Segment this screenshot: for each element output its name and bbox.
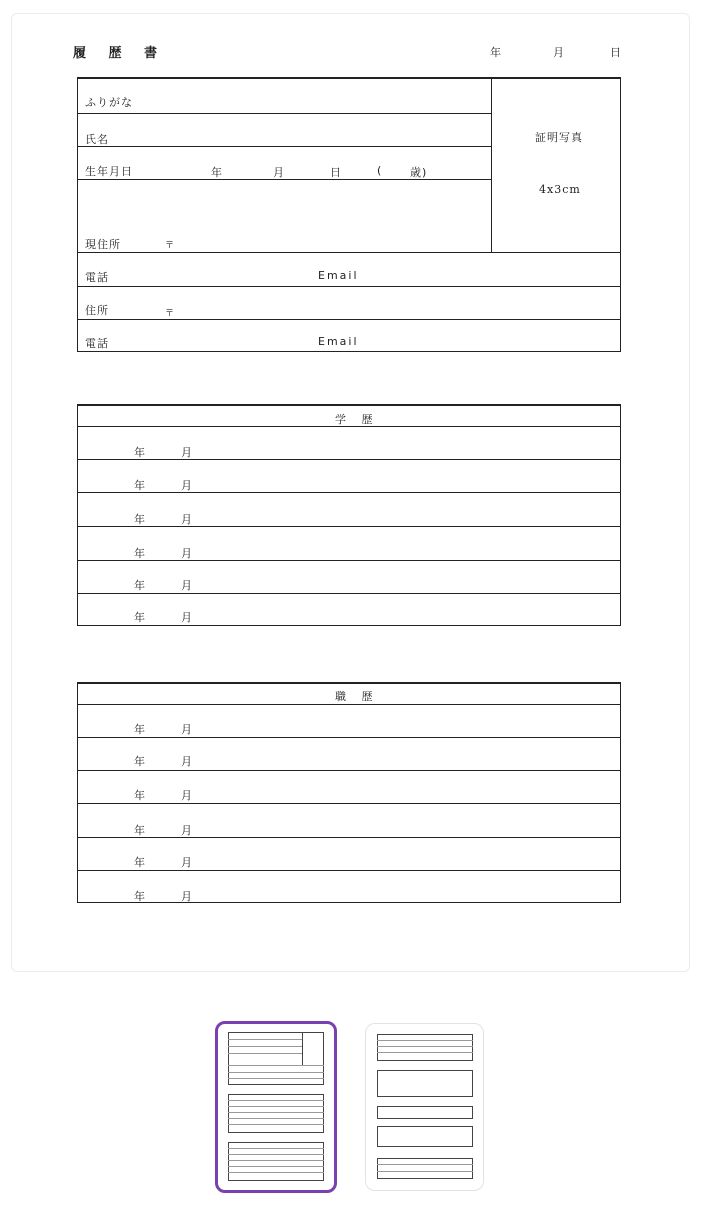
page-thumbnail-1[interactable]: [215, 1021, 337, 1193]
career-row-year: 年: [134, 723, 146, 736]
birthdate-label: 生年月日: [85, 165, 133, 178]
page-thumbnail-2[interactable]: [365, 1023, 484, 1191]
education-row-month: 月: [181, 446, 193, 459]
name-label: 氏名: [85, 133, 109, 146]
education-row-month: 月: [181, 513, 193, 526]
photo-label: 証明写真: [535, 131, 583, 144]
birth-age-label: 歳): [410, 166, 428, 179]
education-row-year: 年: [134, 479, 146, 492]
date-year-label: 年: [490, 46, 501, 59]
education-row-month: 月: [181, 547, 193, 560]
career-header: 職 歴: [335, 690, 379, 703]
career-row-month: 月: [181, 789, 193, 802]
photo-size-label: 4x3cm: [539, 183, 581, 196]
education-row-year: 年: [134, 446, 146, 459]
education-header: 学 歴: [335, 413, 379, 426]
career-row-month: 月: [181, 890, 193, 903]
contact-address-label: 住所: [85, 304, 109, 317]
contact-postal-mark-icon: 〒: [165, 309, 176, 319]
birth-year-label: 年: [211, 166, 223, 179]
contact-phone-label: 電話: [85, 337, 109, 350]
contact-email-label: Email: [318, 335, 359, 348]
education-row-year: 年: [134, 513, 146, 526]
career-row-month: 月: [181, 824, 193, 837]
date-day-label: 日: [610, 46, 621, 59]
resume-title: 履 歴 書: [73, 46, 167, 61]
address-label: 現住所: [85, 238, 121, 251]
birth-age-open: (: [377, 164, 383, 177]
education-row-year: 年: [134, 547, 146, 560]
career-row-year: 年: [134, 890, 146, 903]
birth-month-label: 月: [273, 166, 285, 179]
education-row-year: 年: [134, 579, 146, 592]
education-row-year: 年: [134, 611, 146, 624]
career-row-year: 年: [134, 755, 146, 768]
furigana-label: ふりがな: [85, 96, 133, 109]
career-row-year: 年: [134, 856, 146, 869]
career-row-year: 年: [134, 789, 146, 802]
education-row-month: 月: [181, 479, 193, 492]
education-row-month: 月: [181, 579, 193, 592]
postal-mark-icon: 〒: [165, 241, 176, 251]
date-month-label: 月: [553, 46, 564, 59]
phone-label: 電話: [85, 271, 109, 284]
career-row-month: 月: [181, 723, 193, 736]
education-row-month: 月: [181, 611, 193, 624]
career-row-month: 月: [181, 856, 193, 869]
career-row-year: 年: [134, 824, 146, 837]
birth-day-label: 日: [330, 166, 342, 179]
career-row-month: 月: [181, 755, 193, 768]
email-label: Email: [318, 269, 359, 282]
